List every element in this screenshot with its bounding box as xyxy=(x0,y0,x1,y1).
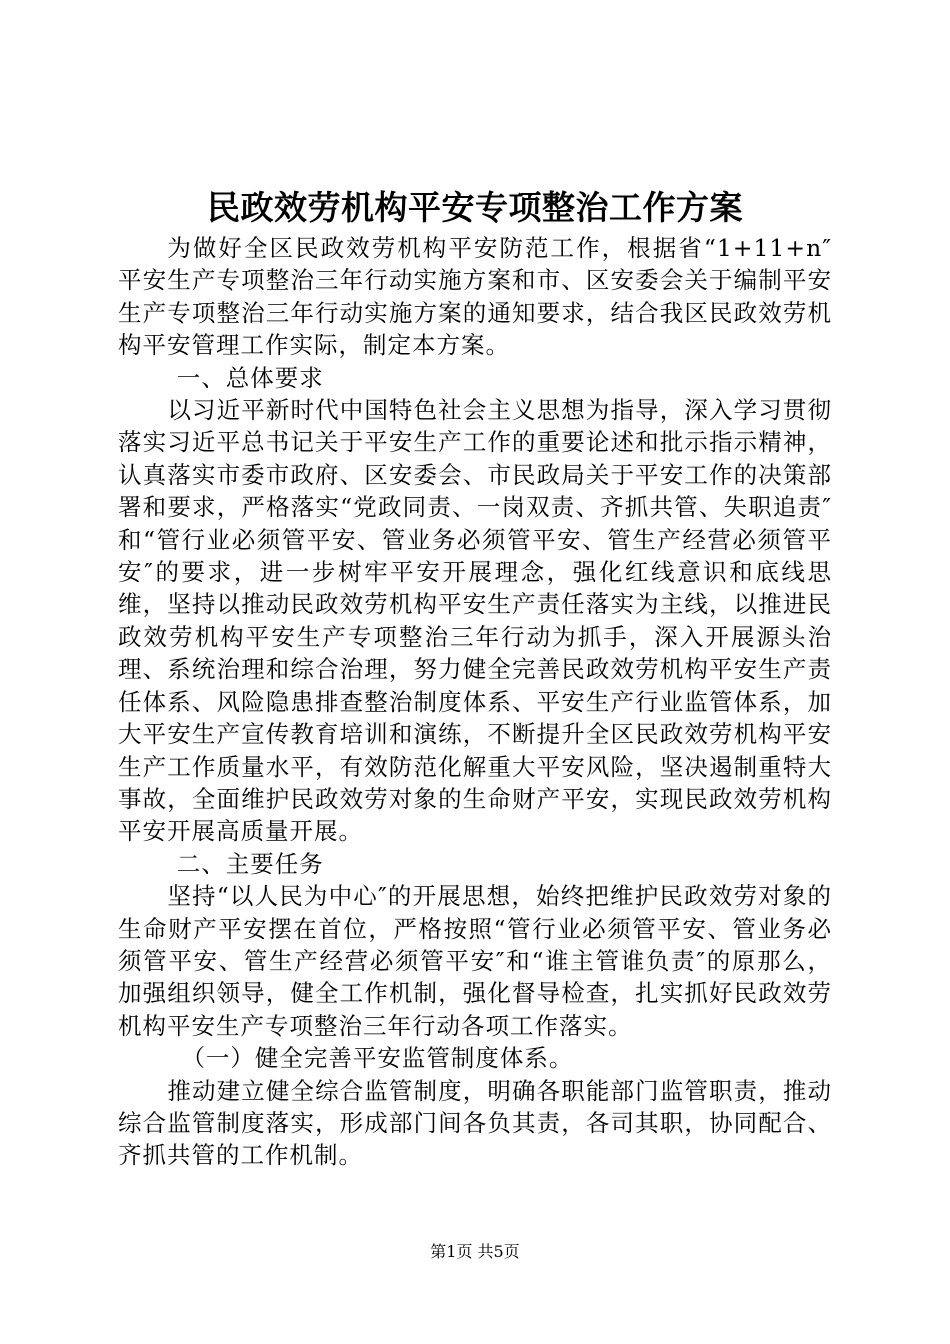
subsection-heading-supervision-system: （一）健全完善平安监管制度体系。 xyxy=(181,1044,574,1073)
paragraph-general-requirements: 以习近平新时代中国特色社会主义思想为指导，深入学习贯彻落实习近平总书记关于平安生产工作的重要论述和批示指示精神，认真落实市委市政府、区安委会、市民政局关于平安工作的决策部署和要求，严格落实“党政同责、一岗双责、齐抓共管、失职追责″和“管行业必须管平安、管业务必须管平安、管生产经营必须管平安″的要求，进一步树牢平安开展理念，强化红线意识和底线思维，坚持以推动民政效劳机构平安生产责任落实为主线，以推进民政效劳机构平安生产专项整治三年行动为抓手，深入开展源头治理、系统治理和综合治理，努力健全完善民政效劳机构平安生产责任体系、风险隐患排查整治制度体系、平安生产行业监管体系，加大平安生产宣传教育培训和演练，不断提升全区民政效劳机构平安生产工作质量水平，有效防范化解重大平安风险，坚决遏制重特大事故，全面维护民政效劳对象的生命财产平安，实现民政效劳机构平安开展高质量开展。 xyxy=(118,396,832,846)
document-body xyxy=(118,232,832,1172)
paragraph-main-tasks: 坚持“以人民为中心″的开展思想，始终把维护民政效劳对象的生命财产平安摆在首位，严格按照“管行业必须管平安、管业务必须管平安、管生产经营必须管平安″和“谁主管谁负责″的原那么，加强组织领导，健全工作机制，强化督导检查，扎实抓好民政效劳机构平安生产专项整治三年行动各项工作落实。 xyxy=(118,882,832,1040)
document-title: 民政效劳机构平安专项整治工作方案 xyxy=(207,188,743,227)
page-number-footer: 第1页 共5页 xyxy=(430,1242,520,1261)
paragraph-supervision-system: 推动建立健全综合监管制度，明确各职能部门监管职责，推动综合监管制度落实，形成部门间各负其责，各司其职，协同配合、齐抓共管的工作机制。 xyxy=(118,1076,832,1170)
section-heading-main-tasks: 二、主要任务 xyxy=(176,849,324,878)
section-heading-general-requirements: 一、总体要求 xyxy=(176,363,324,392)
paragraph-intro: 为做好全区民政效劳机构平安防范工作，根据省“1+11+n″平安生产专项整治三年行动实施方案和市、区安委会关于编制平安生产专项整治三年行动实施方案的通知要求，结合我区民政效劳机构平安管理工作实际，制定本方案。 xyxy=(118,234,832,360)
